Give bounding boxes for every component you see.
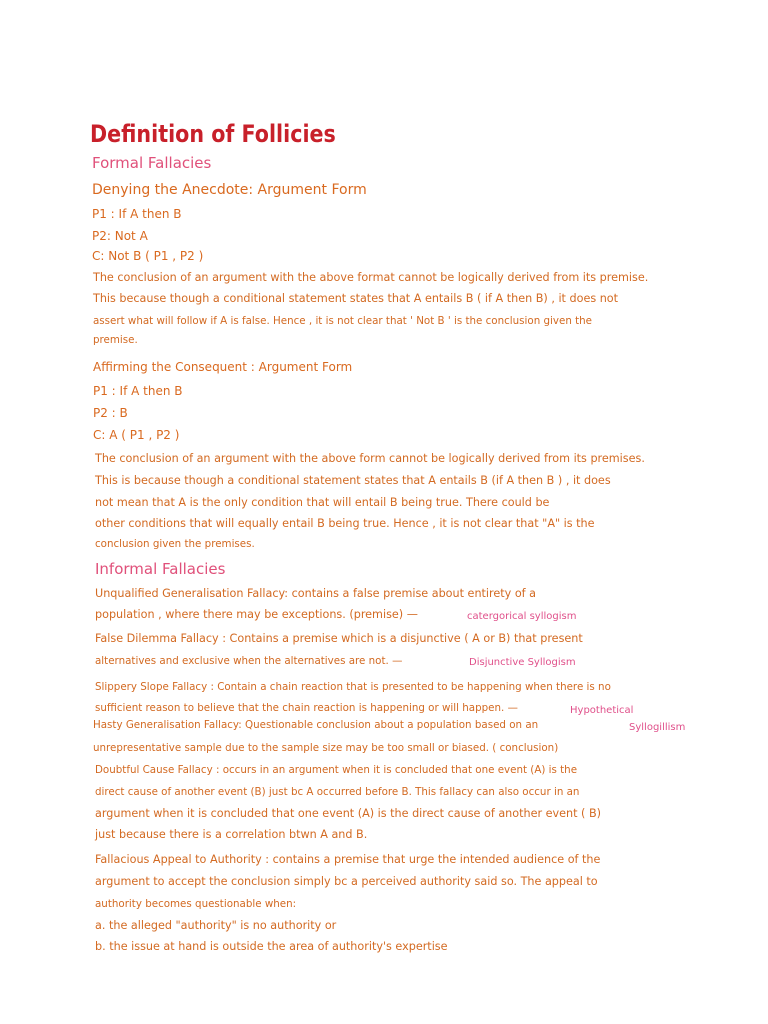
denying-text-line: The conclusion of an argument with the above format cannot be logically derived from its premise. [93, 271, 649, 284]
hasty-line: unrepresentative sample due to the sample size may be too small or biased. ( conclusion) [93, 742, 559, 754]
denying-premise-1: P1 : If A then B [92, 207, 182, 221]
authority-item-a: a. the alleged "authority" is no authority or [95, 919, 337, 932]
denying-heading: Denying the Anecdote: Argument Form [92, 182, 367, 198]
authority-line: argument to accept the conclusion simply bc a perceived authority said so. The appeal to [95, 875, 598, 888]
denying-text-line: premise. [93, 334, 138, 346]
denying-text-line: assert what will follow if A is false. Hence , it is not clear that ' Not B ' is the conclusion given the [93, 315, 593, 327]
doubtful-line: direct cause of another event (B) just bc A occurred before B. This fallacy can also occur in an [95, 786, 580, 798]
unqualified-tag: catergorical syllogism [467, 611, 577, 622]
affirming-premise-1: P1 : If A then B [93, 384, 183, 398]
affirming-text-line: not mean that A is the only condition that will entail B being true. There could be [95, 496, 550, 509]
hasty-line: Hasty Generalisation Fallacy: Questionable conclusion about a population based on an [93, 719, 539, 731]
slope-line: Slippery Slope Fallacy : Contain a chain reaction that is presented to be happening when there is no [95, 681, 611, 693]
formal-fallacies-heading: Formal Fallacies [92, 154, 212, 172]
affirming-premise-2: P2 : B [93, 406, 128, 420]
denying-premise-2: P2: Not A [92, 229, 148, 243]
authority-line: authority becomes questionable when: [95, 898, 297, 910]
dilemma-line: alternatives and exclusive when the alternatives are not. — [95, 655, 403, 667]
dilemma-line: False Dilemma Fallacy : Contains a premise which is a disjunctive ( A or B) that present [95, 632, 583, 645]
affirming-text-line: other conditions that will equally entail B being true. Hence , it is not clear that "A" is the [95, 517, 595, 530]
affirming-text-line: The conclusion of an argument with the above form cannot be logically derived from its premises. [95, 452, 645, 465]
doubtful-line: just because there is a correlation btwn A and B. [95, 828, 368, 841]
affirming-text-line: This is because though a conditional statement states that A entails B (if A then B ) , it does [95, 474, 611, 487]
informal-fallacies-heading: Informal Fallacies [95, 560, 226, 578]
slope-line: sufficient reason to believe that the chain reaction is happening or will happen. — [95, 702, 518, 714]
denying-text-line: This because though a conditional statement states that A entails B ( if A then B) , it does not [93, 292, 619, 305]
denying-conclusion: C: Not B ( P1 , P2 ) [92, 249, 204, 263]
dilemma-tag: Disjunctive Syllogism [469, 657, 576, 668]
affirming-text-line: conclusion given the premises. [95, 538, 255, 550]
authority-item-b: b. the issue at hand is outside the area of authority's expertise [95, 940, 448, 953]
slope-tag: Hypothetical [570, 705, 634, 716]
doubtful-line: argument when it is concluded that one event (A) is the direct cause of another event ( B) [95, 807, 602, 820]
affirming-conclusion: C: A ( P1 , P2 ) [93, 428, 180, 442]
unqualified-line: Unqualified Generalisation Fallacy: contains a false premise about entirety of a [95, 587, 537, 600]
slope-tag-2: Syllogillism [629, 722, 686, 733]
affirming-heading: Affirming the Consequent : Argument Form [93, 360, 353, 374]
page-title: Definition of Follicies [90, 120, 336, 148]
unqualified-line: population , where there may be exceptions. (premise) — [95, 608, 418, 621]
authority-line: Fallacious Appeal to Authority : contains a premise that urge the intended audience of the [95, 853, 601, 866]
doubtful-line: Doubtful Cause Fallacy : occurs in an argument when it is concluded that one event (A) is the [95, 764, 578, 776]
